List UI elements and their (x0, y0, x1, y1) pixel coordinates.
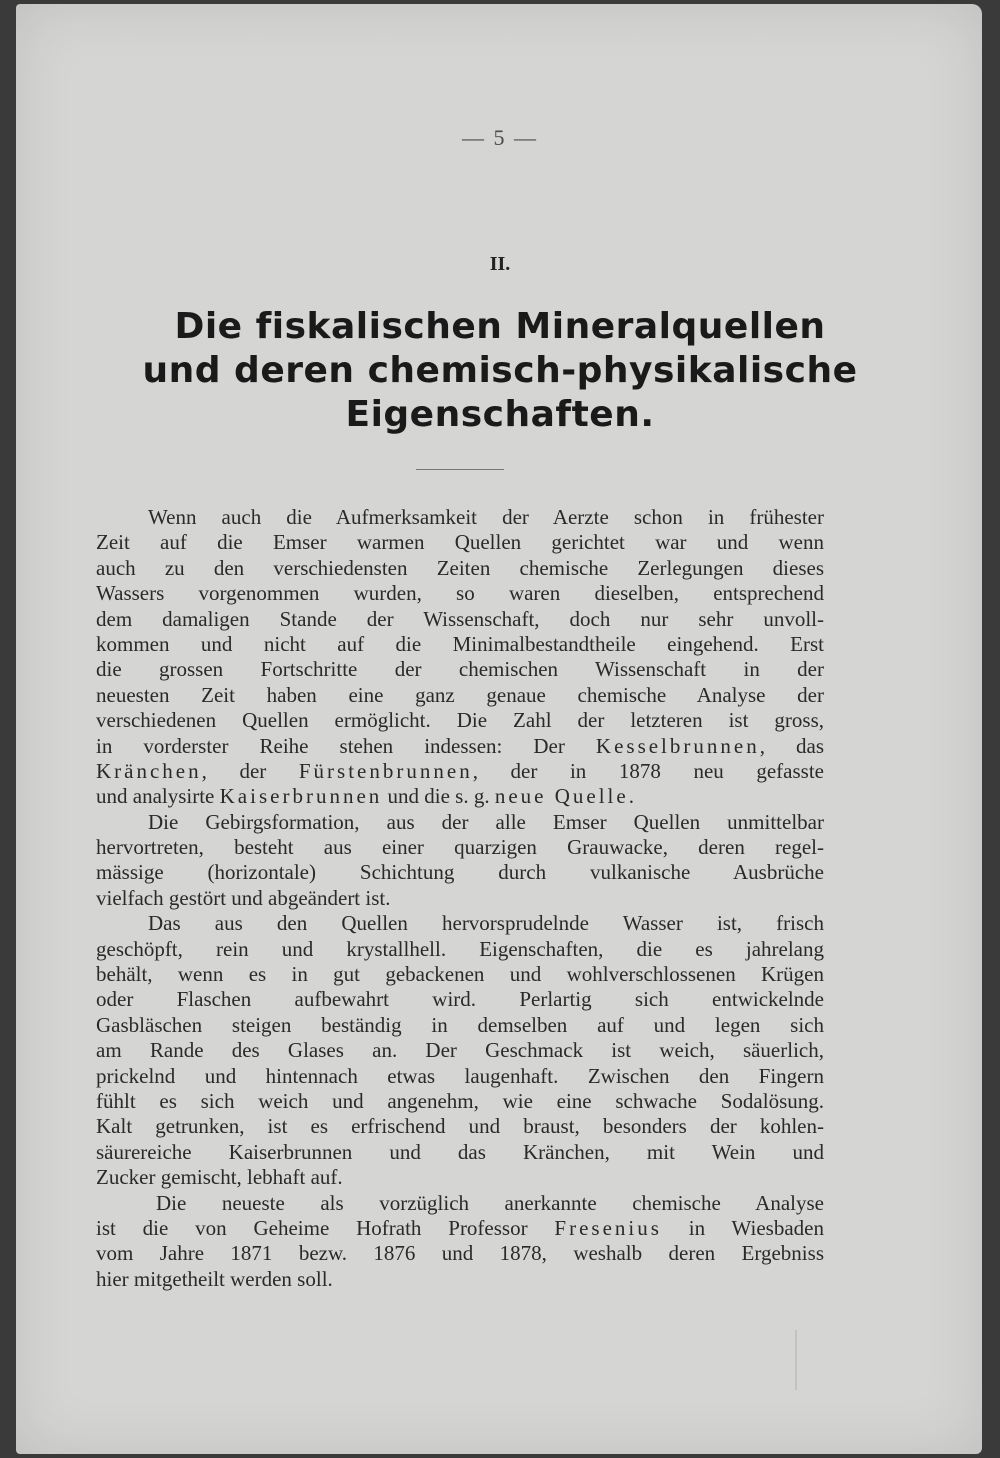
paragraph (96, 911, 824, 1190)
text-segment: fühlt es sich weich und angenehm, wie eine schwache Sodalösung. (96, 1088, 824, 1113)
text-line (96, 987, 824, 1012)
text-line (96, 937, 824, 962)
text-line (96, 683, 824, 708)
text-line (96, 505, 824, 530)
text-line (96, 708, 824, 733)
text-line (96, 759, 824, 784)
text-line (96, 581, 824, 606)
page-number: — 5 — (462, 125, 538, 150)
text-line (96, 1013, 824, 1038)
text-segment: Gasbläschen steigen beständig in demselben auf und legen sich (96, 1012, 824, 1037)
text-segment: vom Jahre 1871 bezw. 1876 und 1878, weshalb deren Ergebniss (96, 1241, 824, 1266)
text-segment: , der in 1878 neu gefasste (472, 758, 824, 783)
text-line (96, 1064, 824, 1089)
text-line (96, 1216, 824, 1241)
chapter-title-line: Eigenschaften. (345, 394, 655, 435)
text-segment: hier mitgetheilt werden soll. (96, 1266, 333, 1291)
text-line (96, 835, 824, 860)
text-segment: neuesten Zeit haben eine ganz genaue chemische Analyse der (96, 682, 824, 707)
page-crease (795, 1330, 797, 1390)
spaced-name: neue Quelle (494, 784, 629, 809)
spaced-name: Fresenius (554, 1215, 662, 1240)
chapter-title (60, 305, 940, 437)
text-segment: geschöpft, rein und krystallhell. Eigenschaften, die es jahrelang (96, 936, 824, 961)
text-line (96, 607, 824, 632)
text-line (96, 632, 824, 657)
text-line (96, 657, 824, 682)
title-divider (416, 469, 504, 470)
text-segment: Wassers vorgenommen wurden, so waren dieselben, entsprechend (96, 581, 824, 606)
text-segment: hervortreten, besteht aus einer quarzigen Grauwacke, deren regel- (96, 835, 824, 860)
paragraph (96, 505, 824, 810)
chapter-title-line: Die fiskalischen Mineralquellen (174, 306, 826, 347)
text-line (96, 1267, 824, 1292)
text-line (96, 886, 824, 911)
text-segment: , der (201, 758, 299, 783)
text-line (96, 1191, 824, 1216)
spaced-name: Kesselbrunnen (595, 733, 760, 758)
text-line (96, 556, 824, 581)
text-line (96, 530, 824, 555)
text-segment: Kalt getrunken, ist es erfrischend und braust, besonders der kohlen- (96, 1114, 824, 1139)
text-segment: behält, wenn es in gut gebackenen und wohlverschlossenen Krügen (96, 962, 824, 987)
text-segment: oder Flaschen aufbewahrt wird. Perlartig sich entwickelnde (96, 987, 824, 1012)
text-line (96, 860, 824, 885)
text-line (96, 1241, 824, 1266)
text-segment: Zucker gemischt, lebhaft auf. (96, 1165, 343, 1190)
text-segment: am Rande des Glases an. Der Geschmack ist weich, säuerlich, (96, 1038, 824, 1063)
chapter-title-line: und deren chemisch-physikalische (142, 350, 858, 391)
text-line (96, 1038, 824, 1063)
text-segment: und analysirte (96, 784, 220, 809)
text-segment: Das aus den Quellen hervorsprudelnde Wasser ist, frisch (148, 911, 824, 936)
spaced-name: Fürstenbrunnen (298, 758, 473, 783)
text-segment: verschiedenen Quellen ermöglicht. Die Zahl der letzteren ist gross, (96, 708, 824, 733)
text-segment: . (628, 784, 634, 809)
text-segment: säurereiche Kaiserbrunnen und das Kränchen, mit Wein und (96, 1139, 824, 1164)
text-segment: Zeit auf die Emser warmen Quellen gerichtet war und wenn (96, 530, 824, 555)
spaced-name: Kaiserbrunnen (219, 784, 383, 809)
text-segment: und die s. g. (382, 784, 495, 809)
text-line (96, 1114, 824, 1139)
body-text (96, 505, 824, 1292)
text-line (96, 1140, 824, 1165)
paragraph (96, 810, 824, 912)
text-segment: dem damaligen Stande der Wissenschaft, doch nur sehr unvoll- (96, 606, 824, 631)
text-line (96, 911, 824, 936)
text-line (96, 1165, 824, 1190)
text-segment: Die neueste als vorzüglich anerkannte chemische Analyse (156, 1190, 824, 1215)
text-line (96, 734, 824, 759)
text-segment: mässige (horizontale) Schichtung durch vulkanische Ausbrüche (96, 860, 824, 885)
paragraph (96, 1191, 824, 1293)
text-segment: die grossen Fortschritte der chemischen Wissenschaft in der (96, 657, 824, 682)
text-line (96, 784, 824, 809)
text-segment: auch zu den verschiedensten Zeiten chemische Zerlegungen dieses (96, 555, 824, 580)
text-segment: in vorderster Reihe stehen indessen: Der (96, 733, 596, 758)
text-segment: in Wiesbaden (661, 1215, 824, 1240)
text-segment: Wenn auch die Aufmerksamkeit der Aerzte schon in frühester (148, 505, 824, 529)
text-segment: Die Gebirgsformation, aus der alle Emser Quellen unmittelbar (148, 809, 824, 834)
text-line (96, 810, 824, 835)
text-line (96, 962, 824, 987)
text-line (96, 1089, 824, 1114)
text-segment: prickelnd und hintennach etwas laugenhaft. Zwischen den Fingern (96, 1063, 824, 1088)
text-segment: kommen und nicht auf die Minimalbestandtheile eingehend. Erst (96, 631, 824, 656)
section-numeral: II. (489, 253, 511, 275)
spaced-name: Kränchen (96, 758, 202, 783)
text-segment: ist die von Geheime Hofrath Professor (96, 1215, 555, 1240)
text-segment: vielfach gestört und abgeändert ist. (96, 885, 391, 910)
text-segment: , das (759, 733, 824, 758)
